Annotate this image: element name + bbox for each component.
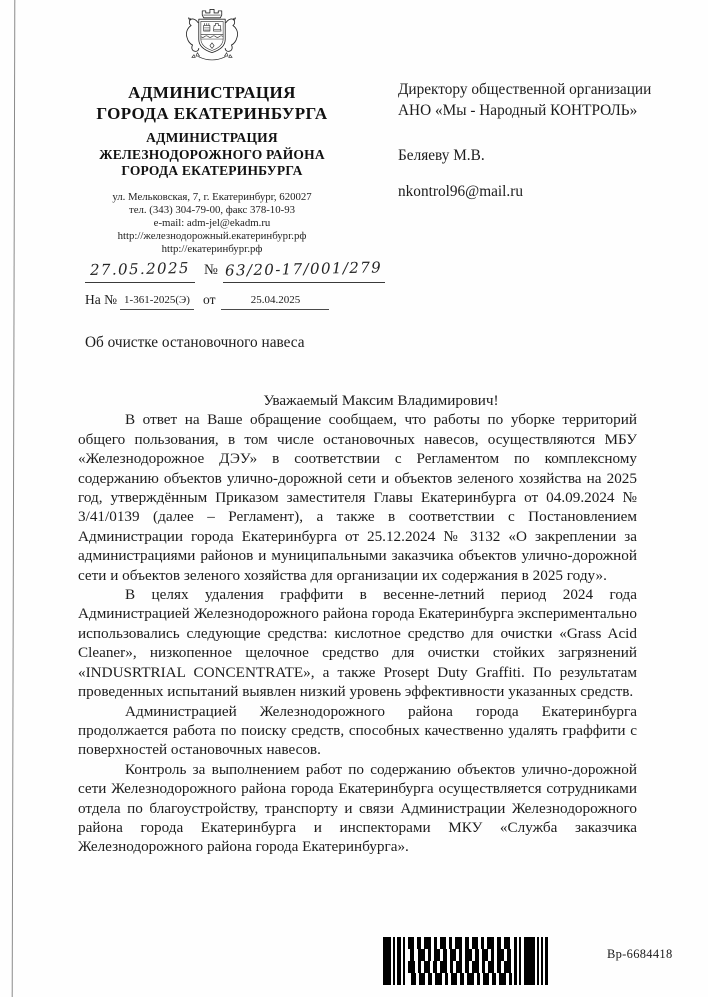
recipient-title-line2: АНО «Мы - Народный КОНТРОЛЬ»	[398, 101, 638, 119]
from-label: от	[203, 292, 216, 307]
number-sign: №	[204, 262, 218, 278]
scan-edge-artifact	[12, 0, 16, 997]
recipient-email: nkontrol96@mail.ru	[398, 182, 523, 200]
letterhead-phone: тел. (343) 304-79-00, факс 378-10-93	[129, 203, 295, 216]
body-paragraph: В целях удаления граффити в весенне-летний период 2024 года Администрацией Железнодорожного района города Екатеринбурга экспериментально использовались следующие средства: кислотное средство для очистки «Grass Acid Cleaner», низкопенное щелочное средство для очистки стойких загрязнений «INDUSRTRIAL CONCENTRATE», а также Prosept Duty Graffiti. По результатам проведенных испытаний выявлен низкий уровень эффективности указанных средств.	[78, 586, 637, 701]
letter-body	[78, 391, 637, 857]
letterhead-email: e-mail: adm-jel@ekadm.ru	[153, 216, 271, 229]
letterhead-site1: http://железнодорожный.екатеринбург.рф	[117, 230, 307, 243]
reply-to-date: 25.04.2025	[221, 294, 329, 310]
outgoing-reference-row	[85, 260, 425, 283]
letterhead-site2: http://екатеринбург.рф	[161, 243, 263, 256]
recipient-title-line1: Директору общественной организации	[398, 81, 652, 98]
body-paragraph: Контроль за выполнением работ по содержанию объектов улично-дорожной сети Железнодорожного района города Екатеринбурга осуществляется сотрудниками отдела по благоустройству, транспорту и связи Администрации Железнодорожного района города Екатеринбурга и инспекторами МКУ «Служба заказчика Железнодорожного района города Екатеринбурга».	[78, 760, 637, 856]
letterhead	[76, 6, 348, 257]
body-paragraph: Администрацией Железнодорожного района города Екатеринбурга продолжается работа по поиску средств, способных качественно удалять граффити с поверхностей остановочных навесов.	[78, 702, 637, 759]
letterhead-contacts	[76, 191, 348, 257]
recipient-name: Беляеву М.В.	[398, 147, 485, 164]
reply-to-label: На №	[85, 292, 117, 307]
coat-of-arms-icon	[177, 6, 247, 70]
salutation: Уважаемый Максим Владимирович!	[263, 392, 499, 409]
dept-name-line2: ЖЕЛЕЗНОДОРОЖНОГО РАЙОНА	[99, 146, 325, 162]
incoming-reference-row	[85, 292, 425, 310]
reference-block	[85, 260, 425, 310]
reply-to-number: 1-361-2025(Э)	[120, 294, 194, 310]
subject-line: Об очистке остановочного навеса	[85, 334, 305, 351]
dept-name-line3: ГОРОДА ЕКАТЕРИНБУРГА	[121, 163, 303, 178]
body-paragraph: В ответ на Ваше обращение сообщаем, что работы по уборке территорий общего пользования, в том числе остановочных навесов, осуществляются МБУ «Железнодорожное ДЭУ» в соответствии с Регламентом по комплексному содержанию объектов улично-дорожной сети и объектов зеленого хозяйства на 2025 год, утверждённым Приказом заместителя Главы Екатеринбурга от 04.09.2024 № 3/41/0139 (далее – Регламент), а также в соответствии с Постановлением Администрации города Екатеринбурга от 25.12.2024 № 3132 «О закреплении за администрациями районов и муниципальными заказчика объектов улично-дорожной сети и объектов зеленого хозяйства для организации их содержания в 2025 году».	[78, 411, 637, 584]
org-name-line1: АДМИНИСТРАЦИЯ	[128, 83, 296, 102]
recipient-block	[398, 80, 700, 202]
outgoing-date-handwritten: 27.05.2025	[85, 260, 195, 283]
letterhead-address: ул. Мельковская, 7, г. Екатеринбург, 620027	[112, 190, 312, 203]
registration-code: Вр-6684418	[607, 947, 673, 961]
outgoing-number-handwritten: 63/20-17/001/279	[223, 260, 385, 283]
org-name-line2: ГОРОДА ЕКАТЕРИНБУРГА	[96, 104, 328, 123]
dept-name-line1: АДМИНИСТРАЦИЯ	[146, 130, 278, 145]
document-barcode	[383, 937, 548, 985]
